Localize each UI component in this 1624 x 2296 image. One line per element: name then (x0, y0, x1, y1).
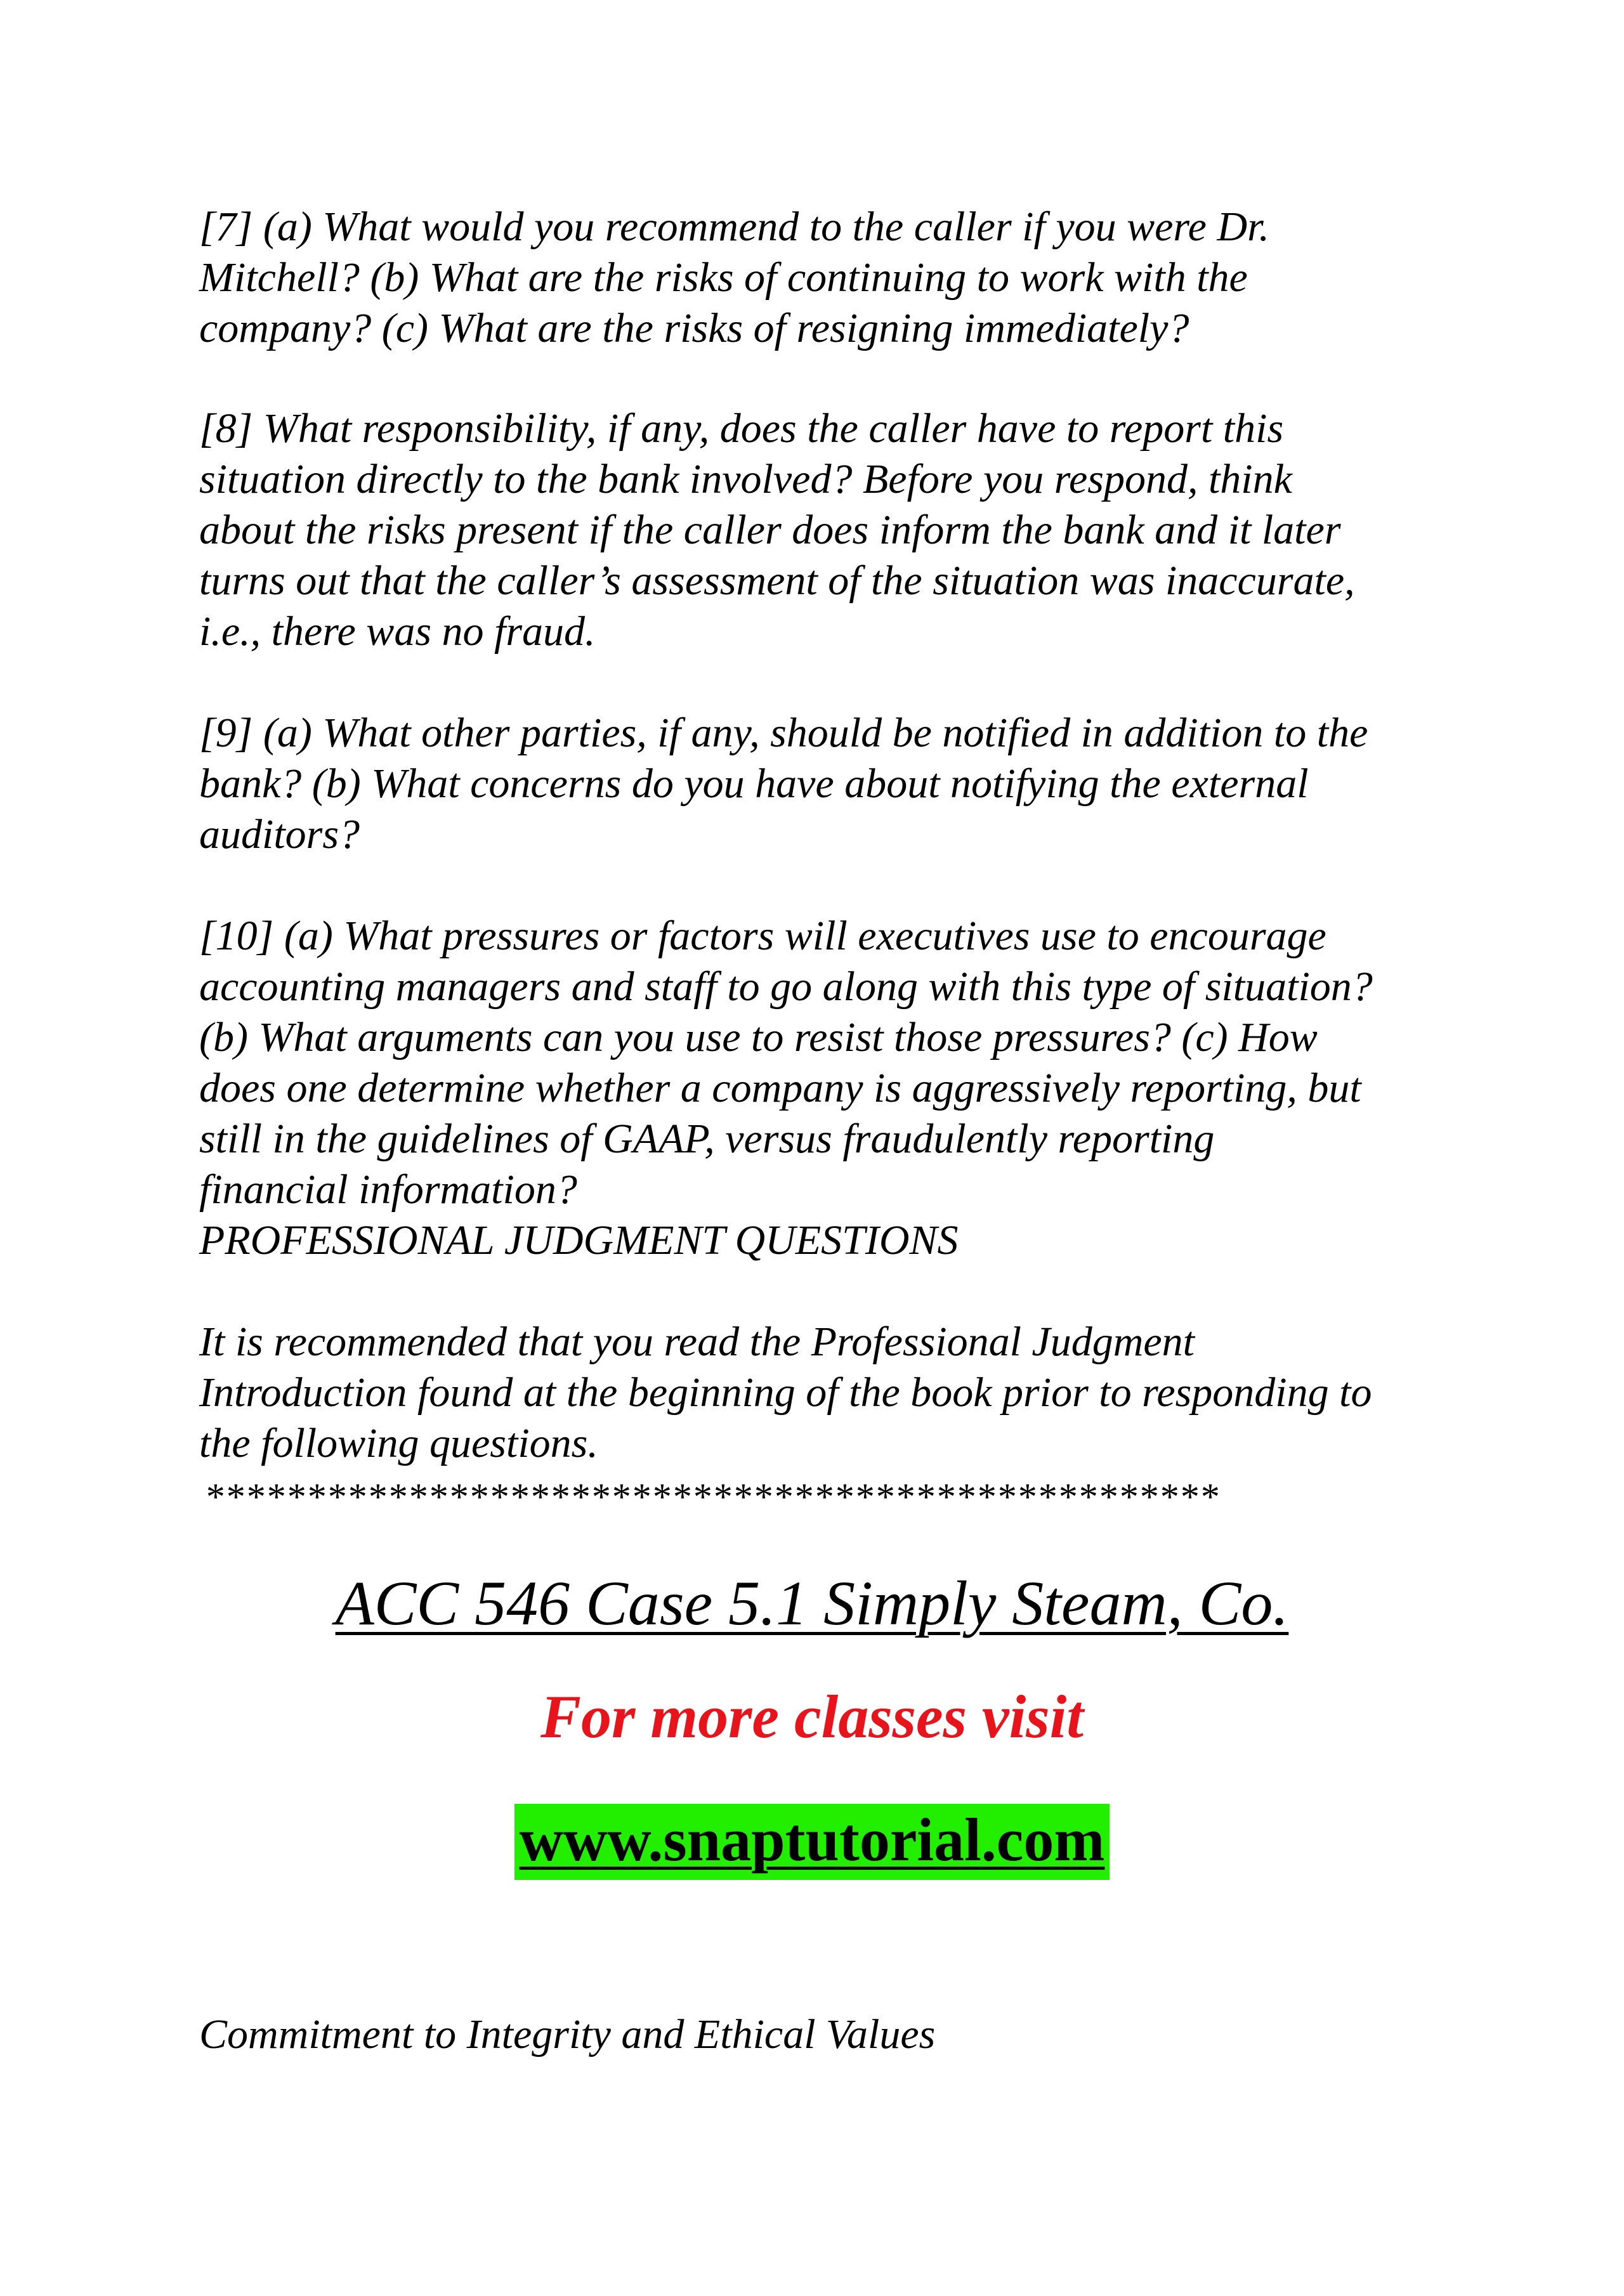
text-line: Commitment to Integrity and Ethical Values (199, 2011, 936, 2058)
case-title-text: ACC 546 Case 5.1 Simply Steam, Co. (335, 1568, 1289, 1638)
text-line: does one determine whether a company is aggressively reporting, but (199, 1065, 1361, 1111)
question-10 (199, 911, 1468, 1266)
footer-text (199, 2009, 1468, 2060)
text-line: accounting managers and staff to go along with this type of situation? (199, 963, 1373, 1010)
promo-text: For more classes visit (540, 1683, 1084, 1751)
text-line: (b) What arguments can you use to resist those pressures? (c) How (199, 1014, 1318, 1060)
text-line: the following questions. (199, 1420, 598, 1466)
text-line: [9] (a) What other parties, if any, should be notified in addition to the (199, 710, 1368, 756)
question-9 (199, 708, 1468, 860)
text-line: still in the guidelines of GAAP, versus fraudulently reporting (199, 1116, 1215, 1162)
section-heading: PROFESSIONAL JUDGMENT QUESTIONS (199, 1217, 959, 1263)
intro-note (199, 1317, 1468, 1469)
text-line: It is recommended that you read the Professional Judgment (199, 1319, 1195, 1365)
website-link[interactable]: www.snaptutorial.com (514, 1804, 1110, 1880)
text-line: i.e., there was no fraud. (199, 608, 596, 655)
text-line: turns out that the caller’s assessment of the situation was inaccurate, (199, 558, 1355, 604)
text-line: Mitchell? (b) What are the risks of continuing to work with the (199, 254, 1248, 301)
text-line: Introduction found at the beginning of the book prior to responding to (199, 1369, 1372, 1416)
text-line: situation directly to the bank involved? Before you respond, think (199, 456, 1292, 502)
case-title (0, 1565, 1624, 1641)
text-line: auditors? (199, 811, 360, 858)
text-line: [10] (a) What pressures or factors will executives use to encourage (199, 913, 1326, 959)
question-7 (199, 202, 1468, 354)
text-line: financial information? (199, 1166, 577, 1213)
question-8 (199, 403, 1468, 657)
text-line: about the risks present if the caller does inform the bank and it later (199, 507, 1341, 553)
text-line: [8] What responsibility, if any, does the caller have to report this (199, 405, 1284, 452)
text-line: [7] (a) What would you recommend to the caller if you were Dr. (199, 204, 1269, 250)
text-line: company? (c) What are the risks of resigning immediately? (199, 305, 1189, 351)
separator: ************************************************** (204, 1476, 1219, 1518)
website-container (0, 1804, 1624, 1880)
text-line: bank? (b) What concerns do you have about notifying the external (199, 760, 1309, 807)
